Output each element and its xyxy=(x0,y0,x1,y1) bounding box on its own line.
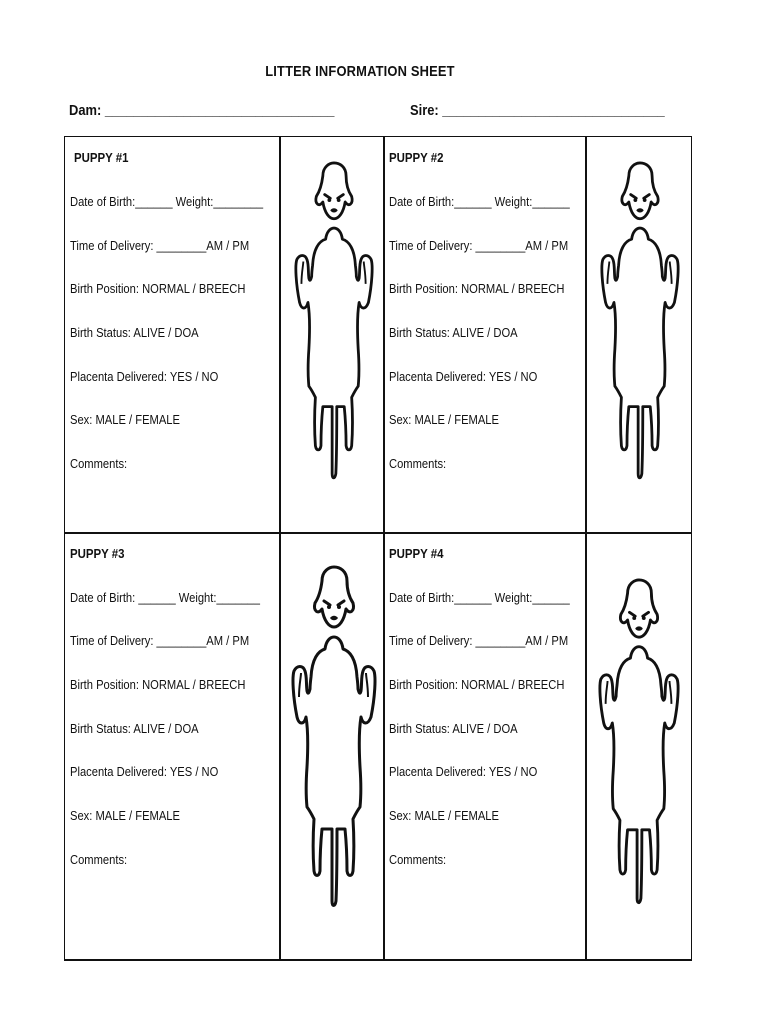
placenta-field[interactable]: Placenta Delivered: YES / NO xyxy=(70,764,219,779)
birth-status-field[interactable]: Birth Status: ALIVE / DOA xyxy=(70,325,199,340)
divider xyxy=(585,137,587,959)
placenta-field[interactable]: Placenta Delivered: YES / NO xyxy=(70,369,219,384)
delivery-time-field[interactable]: Time of Delivery: ________AM / PM xyxy=(389,238,569,253)
comments-field[interactable]: Comments: xyxy=(70,852,128,867)
comments-field[interactable]: Comments: xyxy=(389,852,447,867)
birth-position-field[interactable]: Birth Position: NORMAL / BREECH xyxy=(389,281,565,296)
comments-field[interactable]: Comments: xyxy=(389,456,447,471)
birth-position-field[interactable]: Birth Position: NORMAL / BREECH xyxy=(70,281,246,296)
divider xyxy=(279,137,281,959)
date-weight-field[interactable]: Date of Birth: ______ Weight:_______ xyxy=(70,590,260,605)
delivery-time-field[interactable]: Time of Delivery: ________AM / PM xyxy=(389,633,569,648)
birth-status-field[interactable]: Birth Status: ALIVE / DOA xyxy=(70,721,199,736)
delivery-time-field[interactable]: Time of Delivery: ________AM / PM xyxy=(70,238,250,253)
placenta-field[interactable]: Placenta Delivered: YES / NO xyxy=(389,369,538,384)
puppy-outline-icon xyxy=(598,563,680,923)
sex-field[interactable]: Sex: MALE / FEMALE xyxy=(70,808,180,823)
birth-position-field[interactable]: Birth Position: NORMAL / BREECH xyxy=(70,677,246,692)
birth-status-field[interactable]: Birth Status: ALIVE / DOA xyxy=(389,721,518,736)
puppy-title: PUPPY #1 xyxy=(74,150,129,165)
puppy-title: PUPPY #3 xyxy=(70,546,125,561)
sex-field[interactable]: Sex: MALE / FEMALE xyxy=(389,412,499,427)
placenta-field[interactable]: Placenta Delivered: YES / NO xyxy=(389,764,538,779)
puppy-title: PUPPY #2 xyxy=(389,150,444,165)
dam-field[interactable]: Dam: ________________________________ xyxy=(69,102,335,119)
puppy-outline-icon xyxy=(291,551,377,925)
delivery-time-field[interactable]: Time of Delivery: ________AM / PM xyxy=(70,633,250,648)
date-weight-field[interactable]: Date of Birth:______ Weight:________ xyxy=(70,194,264,209)
sire-field[interactable]: Sire: _______________________________ xyxy=(410,102,665,119)
litter-table xyxy=(64,136,692,961)
divider xyxy=(65,532,691,534)
date-weight-field[interactable]: Date of Birth:______ Weight:______ xyxy=(389,590,570,605)
sex-field[interactable]: Sex: MALE / FEMALE xyxy=(389,808,499,823)
birth-position-field[interactable]: Birth Position: NORMAL / BREECH xyxy=(389,677,565,692)
puppy-title: PUPPY #4 xyxy=(389,546,444,561)
sex-field[interactable]: Sex: MALE / FEMALE xyxy=(70,412,180,427)
comments-field[interactable]: Comments: xyxy=(70,456,128,471)
puppy-outline-icon xyxy=(600,147,680,497)
birth-status-field[interactable]: Birth Status: ALIVE / DOA xyxy=(389,325,518,340)
puppy-outline-icon xyxy=(294,147,374,497)
page-title: LITTER INFORMATION SHEET xyxy=(265,63,455,80)
date-weight-field[interactable]: Date of Birth:______ Weight:______ xyxy=(389,194,570,209)
divider xyxy=(383,137,385,959)
